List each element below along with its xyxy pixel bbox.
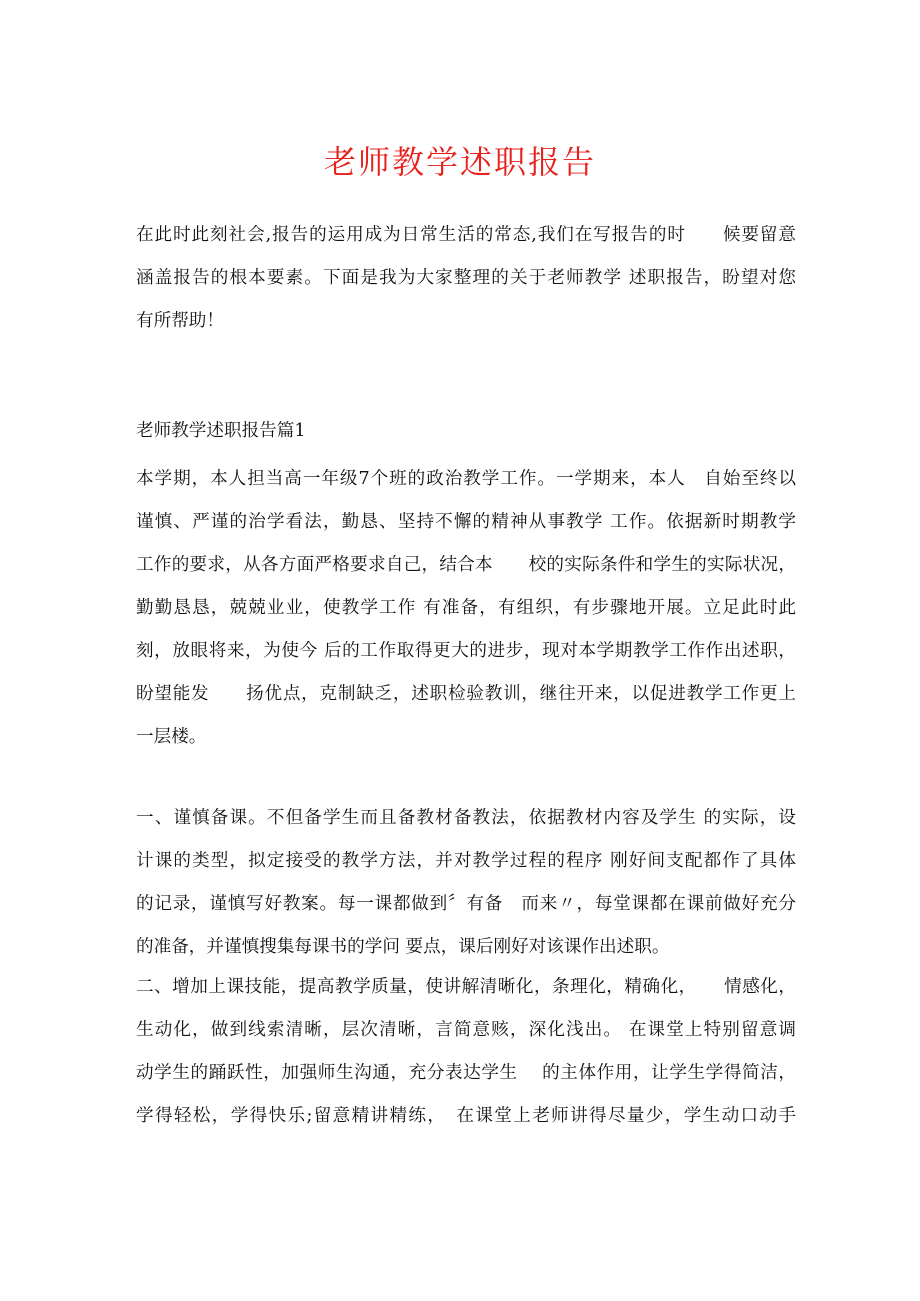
paragraph-line: 一层楼。 xyxy=(136,727,207,747)
section-heading: 老师教学述职报告篇1 xyxy=(136,421,306,441)
intro-paragraph xyxy=(136,214,796,343)
paragraph-line: 计课的类型，拟定接受的教学方法，并对教学过程的程序 刚好间支配都作了具体 xyxy=(136,851,796,871)
paragraph-line: 的准备，并谨慎搜集每课书的学问 要点，课后刚好对该课作出述职。 xyxy=(136,937,670,957)
paragraph-line: 生动化，做到线索清晰，层次清晰，言简意赅，深化浅出。 在课堂上特别留意调 xyxy=(136,1020,796,1040)
paragraph-line: 一、谨慎备课。不但备学生而且备教材备教法，依据教材内容及学生 的实际，设 xyxy=(136,808,796,828)
paragraph-overview xyxy=(136,458,796,759)
intro-line: 有所帮助！ xyxy=(136,311,224,331)
paragraph-line: 刻，放眼将来，为使今 后的工作取得更大的进步，现对本学期教学工作作出述职， xyxy=(136,641,796,661)
paragraph-line: 工作的要求，从各方面严格要求自己，结合本 校的实际条件和学生的实际状况， xyxy=(136,555,796,575)
paragraph-teaching-skills xyxy=(136,966,796,1138)
intro-line: 涵盖报告的根本要素。下面是我为大家整理的关于老师教学 述职报告，盼望对您 xyxy=(136,268,796,288)
paragraph-line: 本学期，本人担当高一年级7个班的政治教学工作。一学期来，本人 自始至终以 xyxy=(136,469,796,489)
paragraph-line: 盼望能发 扬优点，克制缺乏，述职检验教训，继往开来，以促进教学工作更上 xyxy=(136,684,796,704)
paragraph-line: 动学生的踊跃性，加强师生沟通，充分表达学生 的主体作用，让学生学得简洁， xyxy=(136,1063,796,1083)
paragraph-line: 谨慎、严谨的治学看法，勤恳、坚持不懈的精神从事教学 工作。依据新时期教学 xyxy=(136,512,796,532)
paragraph-line: 学得轻松，学得快乐;留意精讲精练， 在课堂上老师讲得尽量少，学生动口动手 xyxy=(136,1106,796,1126)
paragraph-line: 的记录，谨慎写好教案。每一课都做到〞有备 而来〃，每堂课都在课前做好充分 xyxy=(136,894,796,914)
document-title: 老师教学述职报告 xyxy=(323,143,596,181)
paragraph-lesson-prep xyxy=(136,797,796,969)
intro-line: 在此时此刻社会,报告的运用成为日常生活的常态,我们在写报告的时 候要留意 xyxy=(136,225,796,245)
paragraph-line: 二、增加上课技能，提高教学质量，使讲解清晰化，条理化，精确化， 情感化， xyxy=(136,977,796,997)
paragraph-line: 勤勤恳恳，兢兢业业，使教学工作 有准备，有组织，有步骤地开展。立足此时此 xyxy=(136,598,796,618)
